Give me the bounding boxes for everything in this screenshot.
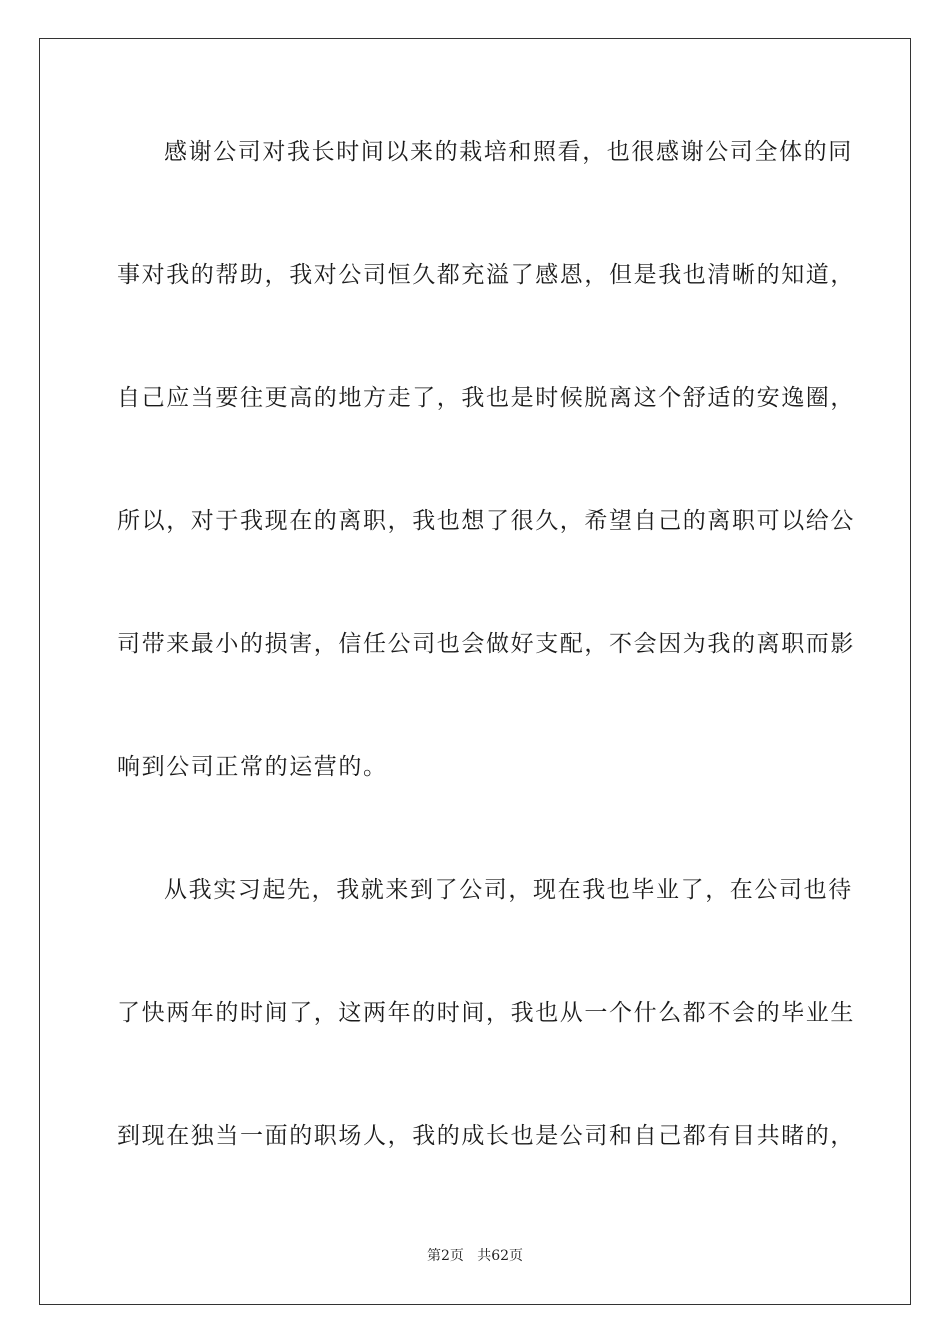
paragraph-2-line-3: 到现在独当一面的职场人，我的成长也是公司和自己都有目共睹的， [117,1123,855,1149]
paragraph-1-line-6: 响到公司正常的运营的。 [117,754,388,780]
total-label: 共 [477,1248,492,1264]
page-label: 第 [426,1248,441,1264]
page-footer [0,1247,950,1265]
paragraph-1-line-1: 感谢公司对我长时间以来的栽培和照看，也很感谢公司全体的同 [164,139,853,165]
paragraph-2-line-2: 了快两年的时间了，这两年的时间，我也从一个什么都不会的毕业生 [117,1000,855,1026]
paragraph-1-line-4: 所以，对于我现在的离职，我也想了很久，希望自己的离职可以给公 [117,508,855,534]
page-number: 2 [440,1248,450,1264]
page-suffix: 页 [449,1248,464,1264]
total-suffix: 页 [509,1248,524,1264]
paragraph-1-line-2: 事对我的帮助，我对公司恒久都充溢了感恩，但是我也清晰的知道， [117,262,855,288]
page-border [39,38,911,1305]
total-pages: 62 [491,1248,510,1264]
paragraph-1-line-3: 自己应当要往更高的地方走了，我也是时候脱离这个舒适的安逸圈， [117,385,855,411]
paragraph-1-line-5: 司带来最小的损害，信任公司也会做好支配，不会因为我的离职而影 [117,631,855,657]
footer-spacer [464,1248,477,1264]
paragraph-2-line-1: 从我实习起先，我就来到了公司，现在我也毕业了，在公司也待 [164,877,853,903]
